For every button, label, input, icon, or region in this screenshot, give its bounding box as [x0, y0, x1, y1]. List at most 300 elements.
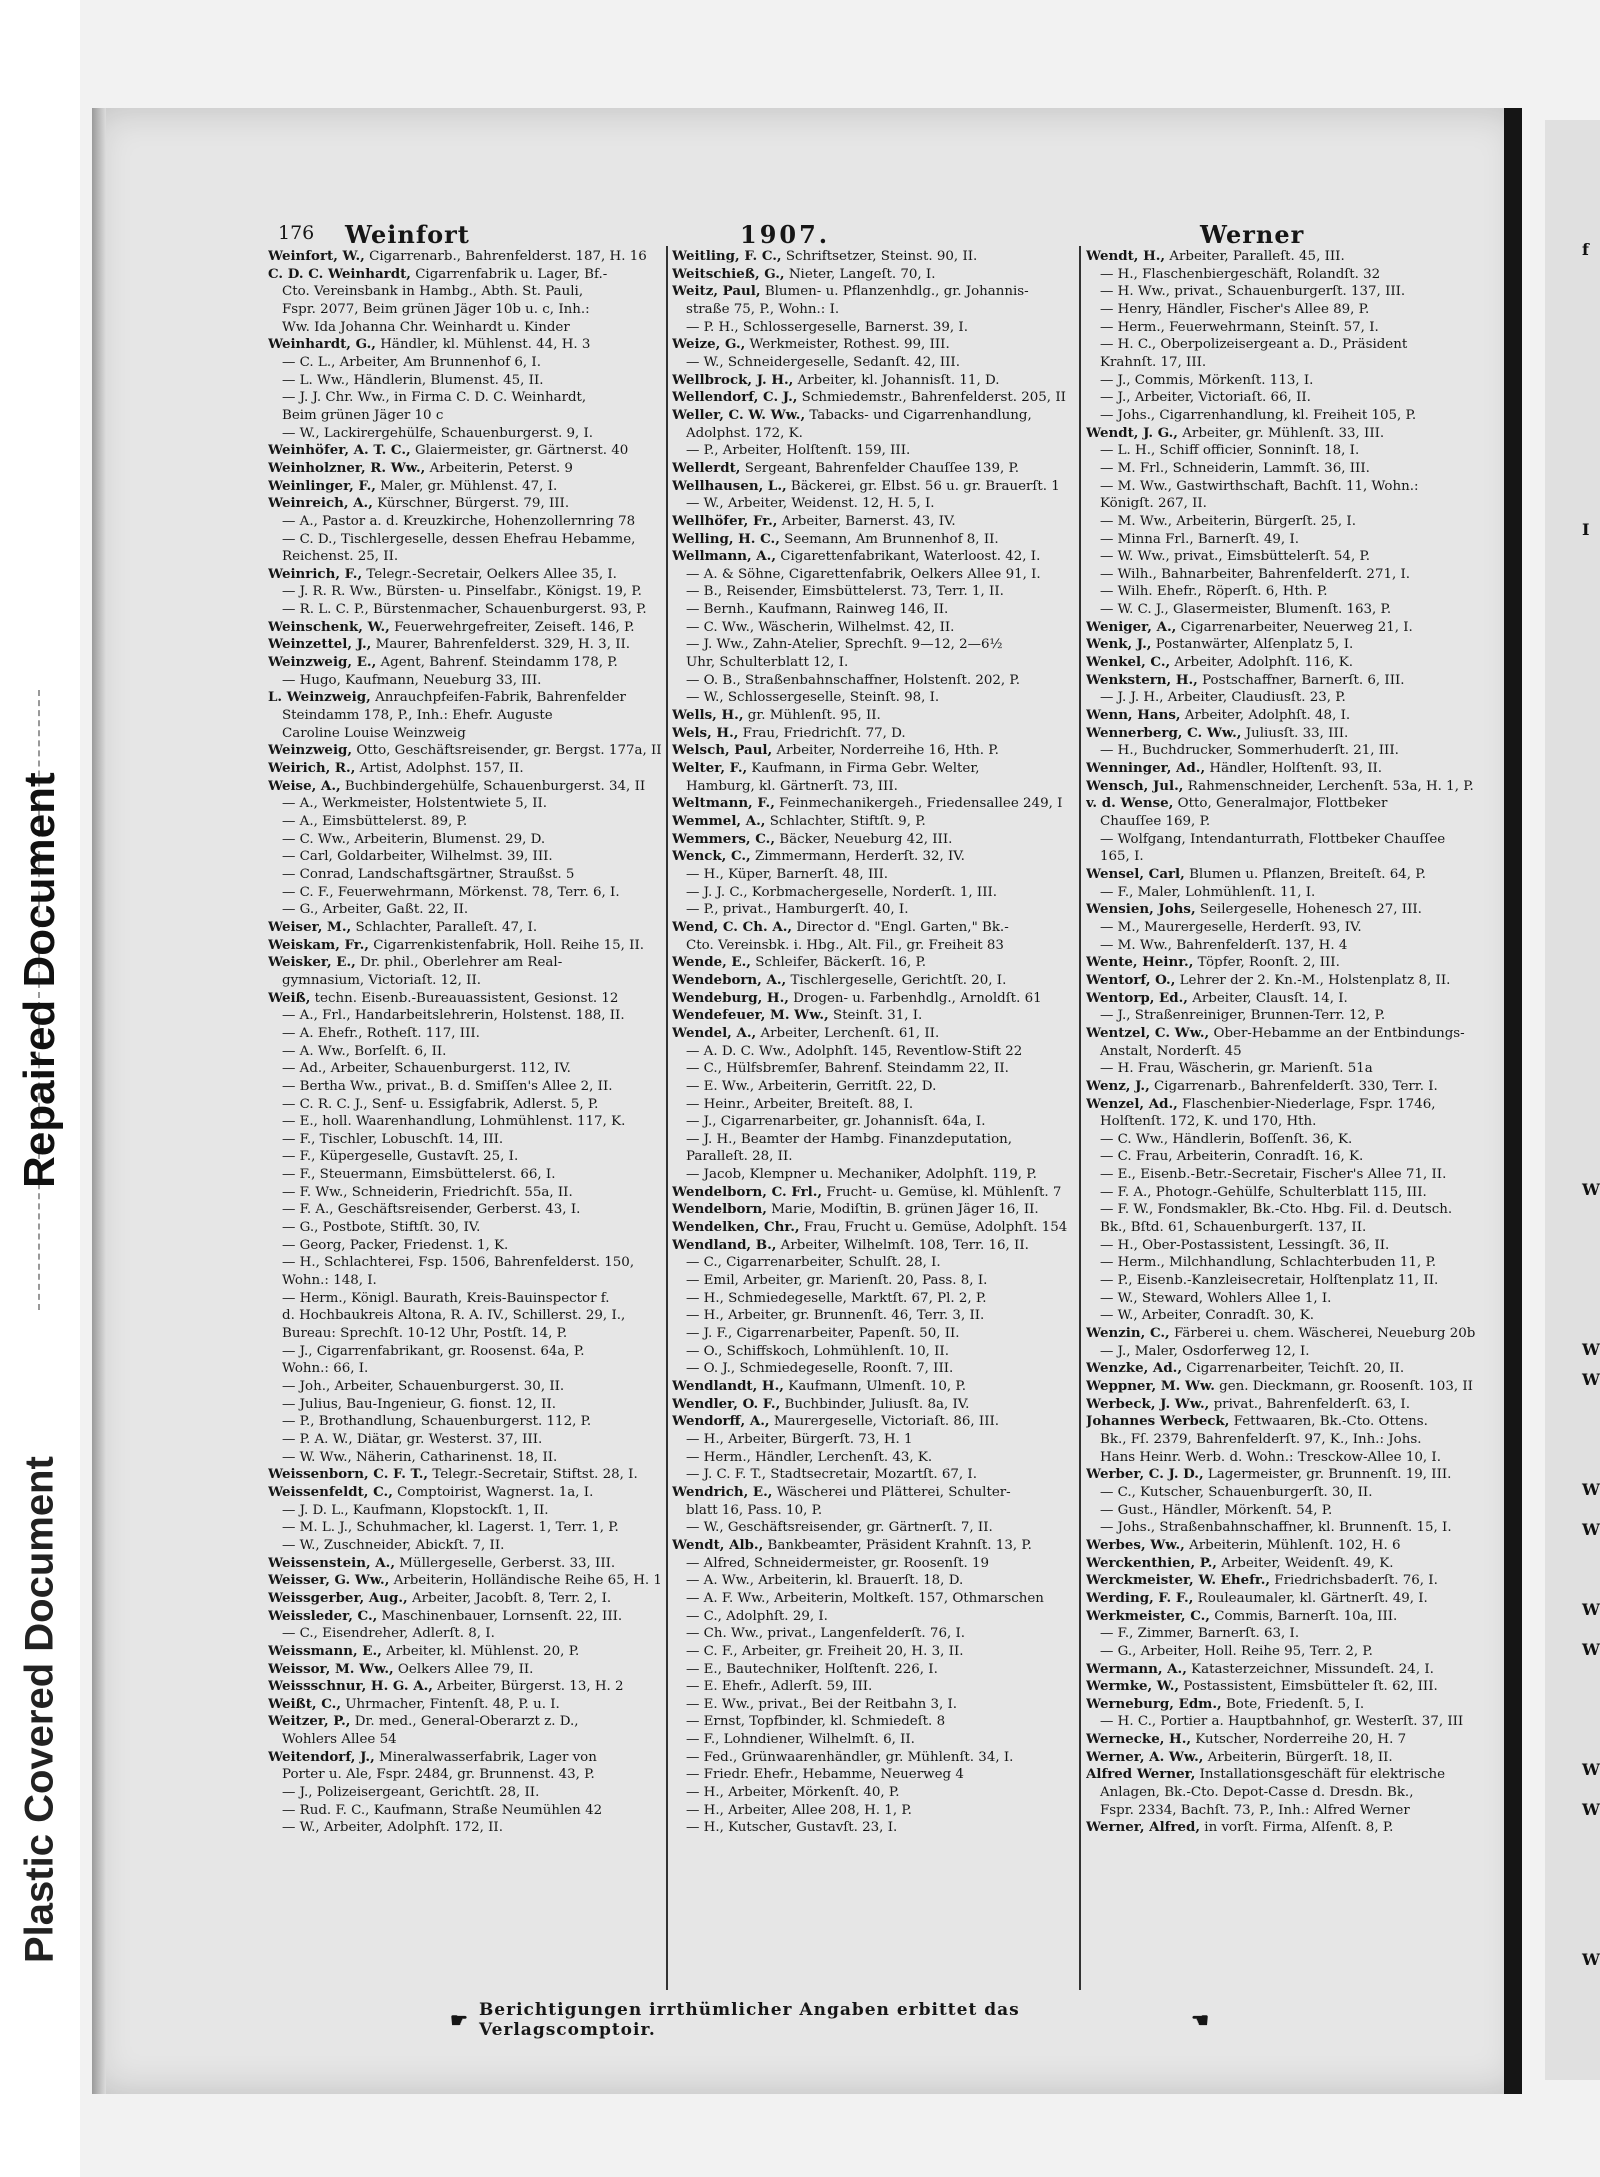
entry-text: — Wilh. Ehefr., Röperſt. 6, Hth. P. — [1100, 584, 1328, 600]
entry-surname: Wend, C. Ch. A., — [672, 918, 793, 935]
entry-text: — R. L. C. P., Bürstenmacher, Schauenburgerst. 93, P. — [282, 602, 647, 618]
entry-continuation — [268, 1096, 668, 1114]
entry-continuation — [672, 1166, 1079, 1184]
entry-text: — Bertha Ww., privat., B. d. Smiſſen's Allee 2, II. — [282, 1078, 613, 1094]
directory-entry — [268, 1661, 668, 1679]
entry-continuation — [672, 866, 1079, 884]
entry-text: Arbeiter, Clausſt. 14, I. — [1192, 990, 1348, 1006]
entry-continuation — [268, 1343, 668, 1361]
entry-text: — C. L., Arbeiter, Am Brunnenhof 6, I. — [282, 354, 541, 370]
directory-entry — [1086, 1590, 1518, 1608]
directory-entry — [672, 725, 1079, 743]
entry-continuation — [672, 1360, 1079, 1378]
entry-text: — M., Maurergeselle, Herderſt. 93, IV. — [1100, 919, 1362, 935]
directory-entry — [268, 954, 668, 972]
directory-entry — [672, 1219, 1079, 1237]
directory-entry — [1086, 1819, 1518, 1837]
entry-text: Otto, Geschäftsreisender, gr. Bergst. 177a, II — [356, 743, 662, 759]
entry-text: Feinmechanikergeh., Friedensallee 249, I — [779, 796, 1063, 812]
entry-text: Schlachter, Stiftſt. 9, P. — [769, 814, 926, 829]
entry-continuation — [268, 1378, 668, 1396]
entry-surname: Weissgerber, Aug., — [268, 1589, 408, 1606]
entry-surname: Weitzer, P., — [268, 1713, 351, 1730]
directory-entry — [1086, 1555, 1518, 1573]
entry-surname: Johannes Werbeck, — [1086, 1413, 1230, 1430]
entry-text: Bk., Bſtd. 61, Schauenburgerſt. 137, II. — [1100, 1220, 1367, 1236]
entry-text: — M. L. J., Schuhmacher, kl. Lagerst. 1, Terr. 1, P. — [282, 1520, 619, 1536]
entry-surname: Wendrich, E., — [672, 1483, 773, 1500]
entry-text: Glaiermeister, gr. Gärtnerst. 40 — [414, 443, 629, 459]
entry-text: Kürschner, Bürgerst. 79, III. — [377, 496, 570, 512]
entry-text: Lagermeister, gr. Brunnenſt. 19, III. — [1207, 1467, 1452, 1483]
entry-surname: Wenck, C., — [672, 848, 751, 865]
entry-surname: Wenzke, Ad., — [1086, 1360, 1183, 1377]
directory-entry — [672, 1007, 1079, 1025]
entry-text: Arbeiterin, Holländische Reihe 65, H. 1 — [393, 1573, 662, 1589]
adjacent-page-letter: I — [1582, 520, 1590, 539]
entry-surname: Weirich, R., — [268, 760, 356, 777]
directory-entry — [268, 689, 668, 707]
entry-continuation — [672, 1713, 1079, 1731]
entry-continuation — [1086, 689, 1518, 707]
directory-entry — [268, 742, 668, 760]
entry-text: — A., Frl., Handarbeitslehrerin, Holstenst. 188, II. — [282, 1008, 625, 1024]
adjacent-page-letter: W — [1582, 1760, 1600, 1779]
directory-entry — [268, 1484, 668, 1502]
entry-continuation — [672, 901, 1079, 919]
entry-surname: Weissschnur, H. G. A., — [268, 1678, 433, 1695]
entry-surname: Weller, C. W. Ww., — [672, 406, 806, 423]
directory-entry — [268, 990, 668, 1008]
directory-entry — [1086, 1078, 1518, 1096]
entry-surname: Wenn, Hans, — [1086, 707, 1181, 724]
entry-continuation — [268, 372, 668, 390]
entry-surname: Werner, Alfred, — [1086, 1819, 1201, 1836]
entry-text: Bäckerei, gr. Elbst. 56 u. gr. Brauerſt. 1 — [790, 478, 1060, 494]
entry-text: — M. Ww., Bahrenfelderſt. 137, H. 4 — [1100, 937, 1348, 953]
entry-surname: Werber, C. J. D., — [1086, 1466, 1204, 1483]
entry-text: Friedrichsbaderſt. 76, I. — [1274, 1573, 1438, 1589]
entry-text: Telegr.-Secretair, Stiftst. 28, I. — [432, 1467, 638, 1483]
entry-continuation — [672, 1819, 1079, 1837]
directory-entry — [1086, 1731, 1518, 1749]
entry-surname: Weinholzner, R. Ww., — [268, 459, 426, 476]
entry-continuation — [268, 1819, 668, 1837]
entry-text: — Hugo, Kaufmann, Neueburg 33, III. — [282, 672, 542, 688]
entry-surname: Wenkel, C., — [1086, 654, 1171, 671]
entry-continuation — [1086, 1254, 1518, 1272]
entry-text: Installationsgeschäft für elektrische — [1199, 1767, 1446, 1783]
directory-entry — [1086, 1572, 1518, 1590]
entry-surname: Weitling, F. C., — [672, 248, 782, 264]
entry-surname: Weinreich, A., — [268, 495, 373, 512]
entry-continuation — [672, 1254, 1079, 1272]
entry-text: Artist, Adolphst. 157, II. — [359, 761, 524, 777]
entry-surname: Weltmann, F., — [672, 795, 775, 812]
entry-text: — Ch. Ww., privat., Langenfelderſt. 76, I. — [686, 1626, 966, 1642]
entry-continuation — [268, 1784, 668, 1802]
entry-text: Wohn.: 148, I. — [282, 1273, 377, 1289]
entry-text: — B., Reisender, Eimsbüttelerst. 73, Terr. 1, II. — [686, 584, 1004, 600]
entry-continuation — [1086, 389, 1518, 407]
entry-continuation — [268, 1431, 668, 1449]
entry-continuation — [672, 601, 1079, 619]
entry-continuation — [1086, 266, 1518, 284]
directory-entry — [672, 548, 1079, 566]
entry-text: Cigarettenfabrikant, Waterloost. 42, I. — [780, 549, 1041, 565]
entry-text: — Ad., Arbeiter, Schauenburgerst. 112, IV. — [282, 1061, 571, 1077]
entry-surname: Wendelken, Chr., — [672, 1219, 800, 1236]
entry-continuation — [672, 1060, 1079, 1078]
entry-text: Marie, Modiſtin, B. grünen Jäger 16, II. — [771, 1202, 1039, 1218]
entry-continuation — [1086, 1519, 1518, 1537]
entry-text: Anlagen, Bk.-Cto. Depot-Casse d. Dresdn. Bk., — [1100, 1785, 1414, 1801]
header-first-name: Weinfort — [345, 220, 470, 249]
entry-continuation — [1086, 1484, 1518, 1502]
directory-entry — [672, 919, 1079, 937]
entry-text: Dr. phil., Oberlehrer am Real- — [360, 955, 563, 971]
directory-entry — [268, 937, 668, 955]
directory-entry — [672, 460, 1079, 478]
entry-text: Schmiedemstr., Bahrenfelderst. 205, II — [801, 390, 1066, 406]
directory-entry — [672, 248, 1079, 266]
directory-entry — [672, 1537, 1079, 1555]
entry-text: — E., Bautechniker, Holſtenſt. 226, I. — [686, 1661, 938, 1677]
directory-entry — [268, 760, 668, 778]
entry-text: — H. C., Portier a. Hauptbahnhof, gr. Westerſt. 37, III — [1100, 1714, 1464, 1730]
entry-continuation — [268, 1449, 668, 1467]
entry-continuation — [1086, 1784, 1518, 1802]
entry-text: Arbeiter, kl. Johannisſt. 11, D. — [797, 372, 1000, 388]
entry-text: Holſtenſt. 172, K. und 170, Hth. — [1100, 1114, 1317, 1130]
entry-continuation — [1086, 1131, 1518, 1149]
entry-continuation — [672, 1608, 1079, 1626]
entry-continuation — [672, 1731, 1079, 1749]
entry-text: Arbeiter, Barnerst. 43, IV. — [781, 513, 956, 529]
entry-surname: Wentorf, O., — [1086, 971, 1176, 988]
entry-text: Wäscherei und Plätterei, Schulter- — [776, 1484, 1011, 1500]
directory-entry — [672, 1378, 1079, 1396]
entry-continuation — [1086, 937, 1518, 955]
header-last-name: Werner — [1200, 220, 1305, 249]
entry-text: Buchbindergehülfe, Schauenburgerst. 34, II — [344, 778, 646, 794]
entry-continuation — [268, 301, 668, 319]
entry-text: — A. Ww., Borſelſt. 6, II. — [282, 1043, 447, 1059]
entry-surname: Weiser, M., — [268, 918, 352, 935]
entry-text: — E., holl. Waarenhandlung, Lohmühlenst. 117, K. — [282, 1114, 626, 1130]
entry-continuation — [672, 425, 1079, 443]
entry-continuation — [672, 1078, 1079, 1096]
entry-surname: Weinlinger, F., — [268, 477, 376, 494]
entry-text: — W., Arbeiter, Adolphſt. 172, II. — [282, 1820, 503, 1836]
directory-entry — [1086, 990, 1518, 1008]
entry-text: — Henry, Händler, Fischer's Allee 89, P. — [1100, 301, 1370, 317]
directory-entry — [672, 283, 1079, 301]
entry-surname: Weitschieß, G., — [672, 265, 785, 282]
entry-continuation — [672, 619, 1079, 637]
entry-text: — Georg, Packer, Friedenst. 1, K. — [282, 1237, 509, 1253]
entry-surname: Wente, Heinr., — [1086, 954, 1194, 971]
entry-surname: Werner, A. Ww., — [1086, 1748, 1204, 1765]
directory-entry — [672, 707, 1079, 725]
entry-text: — Jacob, Klempner u. Mechaniker, Adolphſt. 119, P. — [686, 1167, 1037, 1183]
entry-text: — H. Ww., privat., Schauenburgerſt. 137, III. — [1100, 284, 1406, 300]
entry-text: — Herm., Feuerwehrmann, Steinſt. 57, I. — [1100, 319, 1379, 335]
entry-text: — A. Ww., Arbeiterin, kl. Brauerſt. 18, D. — [686, 1573, 964, 1589]
entry-text: Rouleaumaler, kl. Gärtnerſt. 49, I. — [1197, 1590, 1428, 1606]
entry-surname: Weize, G., — [672, 336, 746, 353]
entry-text: Arbeiter, Norderreihe 16, Hth. P. — [776, 743, 999, 759]
entry-text: — W., Schneidergeselle, Sedanſt. 42, III. — [686, 354, 960, 370]
directory-entry — [672, 848, 1079, 866]
entry-surname: Welter, F., — [672, 760, 748, 777]
entry-text: Anstalt, Norderſt. 45 — [1100, 1043, 1242, 1059]
entry-continuation — [268, 583, 668, 601]
entry-continuation — [1086, 478, 1518, 496]
entry-text: Werkmeister, Rothest. 99, III. — [749, 337, 950, 353]
entry-continuation — [672, 1519, 1079, 1537]
entry-text: Postanwärter, Alſenplatz 5, I. — [1155, 637, 1354, 653]
entry-text: Schleifer, Bäckerſt. 16, P. — [755, 955, 927, 971]
entry-text: — H., Schlachterei, Fsp. 1506, Bahrenfelderst. 150, — [282, 1255, 635, 1271]
entry-continuation — [1086, 442, 1518, 460]
entry-text: — J., Arbeiter, Victoriaſt. 66, II. — [1100, 390, 1311, 406]
entry-continuation — [1086, 742, 1518, 760]
repaired-document-label: Repaired Document — [15, 772, 64, 1188]
entry-surname: Wensel, Carl, — [1086, 865, 1185, 882]
entry-text: — P., Arbeiter, Holſtenſt. 159, III. — [686, 443, 911, 459]
entry-text: — F., Lohndiener, Wilhelmſt. 6, II. — [686, 1732, 915, 1748]
directory-entry — [1086, 1096, 1518, 1114]
entry-surname: Wennerberg, C. Ww., — [1086, 724, 1242, 741]
entry-surname: Werneburg, Edm., — [1086, 1695, 1222, 1712]
entry-text: — Wilh., Bahnarbeiter, Bahrenfelderſt. 271, I. — [1100, 566, 1411, 582]
directory-entry — [268, 460, 668, 478]
entry-surname: Wellhausen, L., — [672, 477, 787, 494]
directory-entry — [1086, 1025, 1518, 1043]
entry-continuation — [1086, 1184, 1518, 1202]
directory-entry — [1086, 1466, 1518, 1484]
entry-continuation — [268, 1113, 668, 1131]
entry-surname: Wensien, Johs, — [1086, 901, 1196, 918]
entry-text: Director d. "Engl. Garten," Bk.- — [796, 919, 1009, 935]
entry-continuation — [672, 884, 1079, 902]
entry-text: — P., privat., Hamburgerſt. 40, I. — [686, 902, 909, 918]
entry-text: — Bernh., Kaufmann, Rainweg 146, II. — [686, 602, 949, 618]
entry-continuation — [1086, 319, 1518, 337]
entry-text: — H., Schmiedegeselle, Marktſt. 67, Pl. 2, P. — [686, 1290, 987, 1306]
entry-continuation — [672, 566, 1079, 584]
entry-continuation — [1086, 354, 1518, 372]
entry-continuation — [1086, 301, 1518, 319]
directory-entry — [268, 1572, 668, 1590]
entry-text: — Herm., Händler, Lerchenſt. 43, K. — [686, 1449, 933, 1465]
entry-surname: Weitz, Paul, — [672, 283, 761, 300]
directory-entry — [672, 990, 1079, 1008]
directory-entry — [672, 1413, 1079, 1431]
entry-text: Cigarrenarb., Bahrenfelderſt. 330, Terr. I. — [1154, 1078, 1438, 1094]
adjacent-page-letter: W — [1582, 1640, 1600, 1659]
entry-continuation — [1086, 1219, 1518, 1237]
entry-text: Bote, Friedenſt. 5, I. — [1225, 1696, 1365, 1712]
entry-text: Ww. Ida Johanna Chr. Weinhardt u. Kinder — [282, 319, 570, 335]
directory-entry — [268, 566, 668, 584]
entry-text: — Rud. F. C., Kaufmann, Straße Neumühlen 42 — [282, 1802, 603, 1818]
entry-continuation — [268, 1166, 668, 1184]
entry-text: Reichenst. 25, II. — [282, 549, 399, 565]
entry-continuation — [672, 1307, 1079, 1325]
directory-entry — [672, 1484, 1079, 1502]
directory-entry — [268, 1555, 668, 1573]
entry-continuation — [268, 1766, 668, 1784]
entry-surname: v. d. Wense, — [1086, 795, 1174, 812]
directory-entry — [1086, 725, 1518, 743]
entry-continuation — [268, 1184, 668, 1202]
entry-continuation — [672, 319, 1079, 337]
entry-text: Uhrmacher, Fintenſt. 48, P. u. I. — [345, 1696, 560, 1712]
entry-text: Mineralwasserfabrik, Lager von — [379, 1749, 597, 1765]
entry-continuation — [1086, 495, 1518, 513]
entry-surname: Wells, H., — [672, 707, 744, 724]
entry-surname: Weissenfeldt, C., — [268, 1483, 393, 1500]
directory-entry — [672, 972, 1079, 990]
entry-text: gen. Dieckmann, gr. Roosenſt. 103, II — [1219, 1379, 1473, 1394]
entry-text: Fspr. 2334, Bachſt. 73, P., Inh.: Alfred Werner — [1100, 1802, 1410, 1818]
entry-continuation — [672, 654, 1079, 672]
entry-text: Cigarrenkistenfabrik, Holl. Reihe 15, II. — [373, 937, 644, 953]
entry-continuation — [268, 354, 668, 372]
entry-continuation — [1086, 919, 1518, 937]
entry-continuation — [1086, 531, 1518, 549]
entry-text: — C. R. C. J., Senf- u. Essigfabrik, Adlerst. 5, P. — [282, 1096, 599, 1112]
directory-entry — [672, 407, 1079, 425]
entry-text: Frau, Friedrichſt. 77, D. — [742, 725, 906, 741]
entry-text: Juliusſt. 33, III. — [1245, 725, 1349, 741]
entry-text: — W. Ww., privat., Eimsbüttelerſt. 54, P. — [1100, 549, 1371, 565]
pointing-hand-right-icon: ☚ — [1191, 2008, 1210, 2032]
entry-text: — P., Brothandlung, Schauenburgerst. 112, P. — [282, 1414, 592, 1430]
adjacent-page-edge — [1545, 120, 1600, 2080]
entry-continuation — [268, 1007, 668, 1025]
entry-continuation — [268, 1043, 668, 1061]
entry-text: — Johs., Cigarrenhandlung, kl. Freiheit 105, P. — [1100, 407, 1417, 423]
entry-text: Blumen u. Pflanzen, Breiteſt. 64, P. — [1189, 866, 1426, 882]
directory-entry — [672, 1025, 1079, 1043]
entry-surname: Wenzel, Ad., — [1086, 1095, 1178, 1112]
entry-text: — F., Tischler, Lobuschſt. 14, III. — [282, 1131, 504, 1147]
entry-surname: Wellerdt, — [672, 459, 741, 476]
directory-entry — [1086, 1325, 1518, 1343]
entry-surname: Weisser, G. Ww., — [268, 1572, 390, 1589]
entry-continuation — [1086, 1802, 1518, 1820]
directory-entry — [268, 919, 668, 937]
adjacent-page-letter: W — [1582, 1950, 1600, 1969]
directory-entry — [268, 248, 668, 266]
entry-surname: Wemmel, A., — [672, 813, 766, 829]
entry-continuation — [1086, 1113, 1518, 1131]
entry-text: — Fed., Grünwaarenhändler, gr. Mühlenſt. 34, I. — [686, 1749, 1014, 1765]
entry-text: — W. C. J., Glasermeister, Blumenſt. 163, P. — [1100, 602, 1392, 618]
entry-text: Arbeiterin, Peterst. 9 — [429, 460, 573, 476]
entry-text: Paralleſt. 28, II. — [686, 1149, 793, 1165]
entry-text: — W., Arbeiter, Conradſt. 30, K. — [1100, 1308, 1314, 1324]
entry-continuation — [672, 1678, 1079, 1696]
directory-entry — [672, 813, 1079, 831]
entry-text: — C. D., Tischlergeselle, dessen Ehefrau Hebamme, — [282, 531, 636, 547]
entry-text: — W., Schlossergeselle, Steinſt. 98, I. — [686, 690, 940, 706]
entry-continuation — [1086, 566, 1518, 584]
entry-text: Händler, Holſtenſt. 93, II. — [1209, 761, 1383, 777]
adjacent-page-letter: W — [1582, 1480, 1600, 1499]
entry-text: — W. Ww., Näherin, Catharinenst. 18, II. — [282, 1449, 558, 1465]
entry-text: — M. Ww., Arbeiterin, Bürgerſt. 25, I. — [1100, 513, 1356, 529]
entry-text: — C. Frau, Arbeiterin, Conradſt. 16, K. — [1100, 1149, 1364, 1165]
entry-text: Cigarrenfabrik u. Lager, Bf.- — [415, 266, 608, 282]
entry-text: — J. R. R. Ww., Bürsten- u. Pinselfabr., Königst. 19, P. — [282, 584, 642, 600]
entry-text: Arbeiterin, Mühlenſt. 102, H. 6 — [1189, 1537, 1401, 1553]
directory-column-3 — [1086, 248, 1518, 1983]
directory-entry — [1086, 972, 1518, 990]
entry-surname: Werckenthien, P., — [1086, 1554, 1217, 1571]
column-rule — [1079, 246, 1081, 1990]
entry-continuation — [672, 1290, 1079, 1308]
entry-text: Färberei u. chem. Wäscherei, Neueburg 20b — [1173, 1326, 1476, 1342]
entry-text: Arbeiter, Weidenſt. 49, K. — [1221, 1555, 1394, 1571]
entry-text: — H., Buchdrucker, Sommerhuderſt. 21, III. — [1100, 743, 1399, 759]
entry-text: — Herm., Milchhandlung, Schlachterbuden 11, P. — [1100, 1255, 1437, 1271]
directory-column-2 — [672, 248, 1079, 1983]
entry-surname: Wendelborn, C. Frl., — [672, 1183, 823, 1200]
entry-text: Cigarrenarb., Bahrenfelderst. 187, H. 16 — [369, 249, 647, 264]
entry-continuation — [1086, 1166, 1518, 1184]
entry-text: — C., Kutscher, Schauenburgerſt. 30, II. — [1100, 1484, 1373, 1500]
footer-notice: Berichtigungen irrthümlicher Angaben erbittet das Verlagscomptoir. — [478, 2000, 1020, 2040]
entry-continuation — [672, 1766, 1079, 1784]
entry-text: Arbeiter, Jacobſt. 8, Terr. 2, I. — [411, 1590, 612, 1606]
entry-text: Schriftsetzer, Steinst. 90, II. — [785, 249, 978, 264]
entry-text: Fettwaaren, Bk.-Cto. Ottens. — [1233, 1414, 1428, 1430]
entry-surname: Weinzettel, J., — [268, 636, 372, 653]
entry-continuation — [268, 1290, 668, 1308]
directory-entry — [1086, 1413, 1518, 1431]
entry-text: — E., Eisenb.-Betr.-Secretair, Fischer's Allee 71, II. — [1100, 1167, 1447, 1183]
entry-surname: Wermke, W., — [1086, 1678, 1180, 1695]
entry-surname: Wendeborn, A., — [672, 971, 787, 988]
entry-surname: Welsch, Paul, — [672, 742, 773, 759]
entry-continuation — [672, 301, 1079, 319]
pointing-hand-left-icon: ☛ — [450, 2008, 469, 2032]
directory-entry — [268, 1696, 668, 1714]
entry-continuation — [1086, 548, 1518, 566]
entry-text: — O. J., Schmiedegeselle, Roonſt. 7, III. — [686, 1361, 954, 1377]
entry-surname: Weiß, — [268, 989, 311, 1006]
entry-surname: Weissenborn, C. F. T., — [268, 1466, 429, 1483]
entry-continuation — [672, 1661, 1079, 1679]
entry-continuation — [1086, 583, 1518, 601]
entry-surname: Wenzin, C., — [1086, 1325, 1170, 1342]
entry-text: — W., Arbeiter, Weidenst. 12, H. 5, I. — [686, 496, 935, 512]
entry-continuation — [672, 583, 1079, 601]
entry-text: — J., Maler, Osdorferweg 12, I. — [1100, 1343, 1310, 1359]
entry-text: — J. J. H., Arbeiter, Claudiusſt. 23, P. — [1100, 690, 1346, 706]
entry-text: Frau, Frucht u. Gemüse, Adolphſt. 154 — [803, 1220, 1068, 1236]
entry-text: Töpfer, Roonſt. 2, III. — [1197, 955, 1340, 971]
entry-text: — L. H., Schiff officier, Sonninſt. 18, I. — [1100, 443, 1360, 459]
entry-text: privat., Bahrenfelderſt. 63, I. — [1213, 1396, 1410, 1412]
directory-entry — [268, 619, 668, 637]
directory-entry — [672, 372, 1079, 390]
entry-text: — P. H., Schlossergeselle, Barnerst. 39, I. — [686, 319, 968, 335]
